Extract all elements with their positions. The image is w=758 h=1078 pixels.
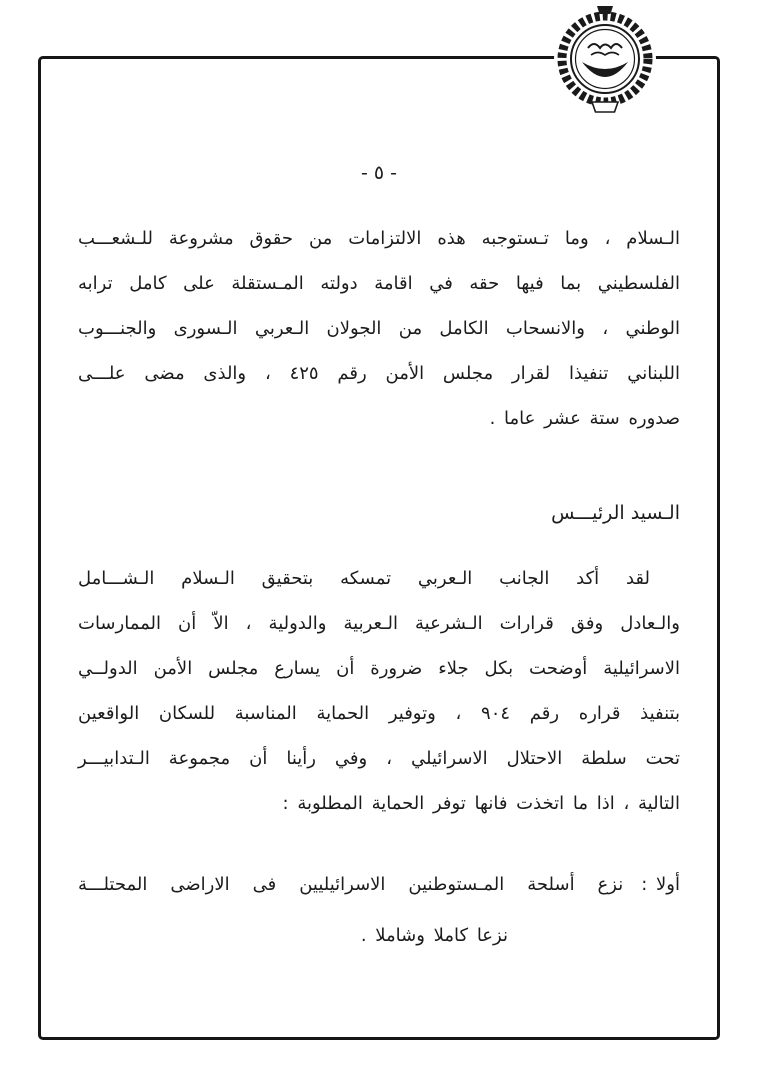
- arab-league-emblem-icon: [552, 2, 658, 116]
- list-item-label: أولا :: [641, 874, 680, 895]
- list-item-first: [78, 862, 680, 907]
- paragraph-2-line: الاسرائيلية أوضحت بكل جلاء ضرورة أن يسارع مجلس الأمن الدولــي: [78, 658, 680, 679]
- paragraph-1-line: اللبناني تنفيذا لقرار مجلس الأمن رقم ٤٢٥ ، والذى مضى علـــى: [78, 363, 680, 384]
- paragraph-1-line: الـسلام ، وما تـستوجبه هذه الالتزامات من حقوق مشروعة للـشعـــب: [78, 228, 680, 249]
- paragraph-2-line: والـعادل وفق قرارات الـشرعية الـعربية والدولية ، الاّ أن الممارسات: [78, 613, 680, 634]
- list-item-text-continued: نزعا كاملا وشاملا .: [360, 925, 508, 946]
- paragraph-2-line: تحت سلطة الاحتلال الاسرائيلي ، وفي رأينا أن مجموعة الـتدابيـــر: [78, 748, 680, 769]
- paragraph-2: [78, 556, 680, 826]
- paragraph-2-line: بتنفيذ قراره رقم ٩٠٤ ، وتوفير الحماية المناسبة للسكان الواقعين: [78, 703, 680, 724]
- document-body: [78, 56, 680, 958]
- paragraph-1-line: الفلسطيني بما فيها حقه في اقامة دولته المـستقلة على كامل ترابه: [78, 273, 680, 294]
- paragraph-1-line: الوطني ، والانسحاب الكامل من الجولان الـعربي الـسورى والجنـــوب: [78, 318, 680, 339]
- page-number: - ٥ -: [360, 162, 398, 184]
- paragraph-2-line: لقد أكد الجانب الـعربي تمسكه بتحقيق الـسلام الـشـــامل: [78, 568, 650, 589]
- paragraph-2-line: التالية ، اذا ما اتخذت فانها توفر الحماية المطلوبة :: [282, 793, 680, 814]
- paragraph-1: [78, 216, 680, 441]
- section-heading: الـسيد الرئيـــس: [551, 502, 680, 524]
- list-item-text: نزع أسلحة المـستوطنين الاسرائيليين فى الاراضى المحتلـــة: [78, 874, 624, 895]
- paragraph-1-line: صدوره ستة عشر عاما .: [489, 408, 680, 429]
